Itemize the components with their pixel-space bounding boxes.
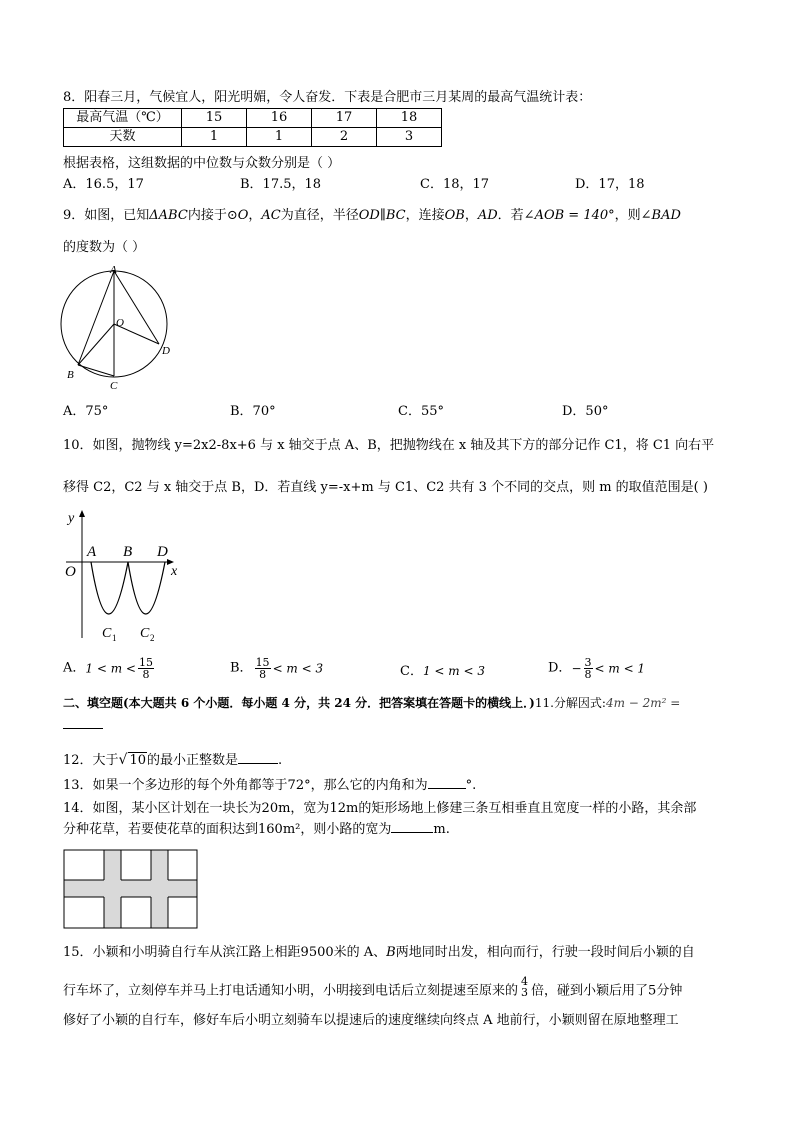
- table-header-days: 天数: [64, 128, 182, 147]
- q9-circle: ⊙O: [226, 208, 249, 223]
- fraction: [520, 976, 529, 998]
- table-row: [64, 128, 442, 147]
- q8-option-c: C．18，17: [420, 177, 490, 192]
- q12-suffix: 的最小正整数是: [147, 753, 239, 768]
- table-cell: 3: [377, 128, 442, 147]
- q9-stem-line1: [63, 208, 681, 224]
- q15-text: 米的 A、: [333, 945, 387, 960]
- q14-answer-blank[interactable]: [391, 832, 433, 833]
- table-row: [64, 109, 442, 128]
- curve-c2: [128, 562, 165, 614]
- vertical-path-1: [104, 850, 121, 928]
- denominator: 8: [142, 668, 150, 681]
- q13-angle: 72°: [287, 778, 311, 793]
- q11-prefix: 11.分解因式:: [534, 696, 606, 710]
- q10-option-d: [548, 657, 645, 680]
- label-c1-sub: 1: [112, 633, 117, 643]
- fraction: [584, 657, 593, 680]
- q8-stem: 8．阳春三月，气候宜人，阳光明媚，令人奋发．下表是合肥市三月某周的最高气温统计表：: [63, 90, 592, 105]
- q15-text: 15．小颖和小明骑自行车从滨江路上相距: [63, 945, 301, 960]
- q15-line3: 修好了小颖的自行车，修好车后小明立刻骑车以提速后的速度继续向终点 A 地前行，小颖则留在原地整理工: [63, 1013, 679, 1028]
- q15-line2: [63, 975, 683, 1002]
- rectangle-field-figure: [63, 849, 199, 931]
- label-c1: C: [102, 626, 112, 641]
- q9-text: 为直径，半径: [280, 208, 359, 223]
- q9-angle-bad: ∠BAD: [640, 208, 681, 223]
- label-b: B: [67, 369, 74, 381]
- q10-option-b: [230, 657, 323, 680]
- q13-prefix: 13．如果一个多边形的每个外角都等于: [63, 778, 288, 793]
- parabola-graph: [60, 508, 185, 648]
- fraction: [138, 657, 154, 680]
- q14-text: m.: [433, 822, 450, 837]
- numerator: 15: [255, 656, 270, 669]
- denominator: 8: [584, 668, 592, 681]
- q9-text: 9．如图，已知: [63, 208, 150, 223]
- table-cell: 17: [312, 109, 377, 128]
- numerator: 4: [521, 975, 529, 988]
- q9-text: ．若: [497, 208, 524, 223]
- temperature-table: [63, 108, 442, 147]
- q9-text: ，连接: [405, 208, 445, 223]
- option-letter: B．: [230, 660, 253, 676]
- vertical-path-2: [151, 850, 168, 928]
- q15-text: 行车坏了，立刻停车并马上打电话通知小明，小明接到电话后立刻提速至原来的: [63, 983, 519, 999]
- opt-d-right: < m < 1: [594, 661, 646, 676]
- label-y: y: [68, 511, 75, 526]
- numerator: 3: [584, 656, 592, 669]
- q13-mid: ，那么它的内角和为: [310, 778, 428, 793]
- q9-triangle: ΔABC: [149, 208, 188, 223]
- q8-option-a: A．16.5，17: [63, 177, 144, 192]
- fraction: [255, 657, 271, 680]
- q15-b: B: [386, 945, 396, 960]
- q15-distance: 9500: [300, 945, 334, 960]
- radicand: 10: [129, 753, 147, 768]
- line-ob: [78, 324, 114, 365]
- label-d: D: [157, 544, 168, 560]
- q14-text: ，宽为: [290, 801, 330, 816]
- q9-text: ，: [248, 208, 262, 223]
- label-a: A: [110, 264, 117, 276]
- label-c2: C: [140, 626, 150, 641]
- curve-c1: [91, 562, 128, 614]
- circle-figure: [58, 262, 183, 392]
- denominator: 8: [259, 668, 267, 681]
- q9-ad: AD: [477, 208, 498, 223]
- sqrt-sign: √: [118, 752, 128, 768]
- option-letter: D．: [548, 660, 572, 676]
- q9-ac: AC: [261, 208, 281, 223]
- q13-answer-blank[interactable]: [428, 788, 466, 789]
- opt-b-right: < m < 3: [272, 661, 324, 676]
- q14-line1: [63, 801, 696, 817]
- q12: [63, 752, 282, 769]
- q9-text: ，则: [614, 208, 641, 223]
- label-c: C: [110, 380, 118, 392]
- q14-text: 14．如图，某小区计划在一块长为: [63, 801, 262, 816]
- table-cell: 15: [182, 109, 247, 128]
- q8-option-b: B．17.5，18: [240, 177, 322, 192]
- q15-line1: [63, 945, 695, 961]
- q9-stem-line2: 的度数为（ ）: [63, 240, 146, 255]
- q9-option-a: A．75°: [63, 404, 109, 419]
- q10-stem-line1: 10．如图，抛物线 y=2x2-8x+6 与 x 轴交于点 A、B，把抛物线在 x 轴及其下方的部分记作 C1，将 C1 向右平: [63, 438, 715, 453]
- label-o: O: [116, 317, 124, 329]
- q9-angle-aob: ∠AOB = 140°: [523, 208, 615, 223]
- q12-answer-blank[interactable]: [238, 763, 278, 764]
- section2-line: [63, 696, 680, 712]
- section-heading: 二、填空题(本大题共 6 个小题．每小题 4 分，共 24 分．把答案填在答题卡的横线上．): [63, 696, 535, 710]
- table-cell: 1: [247, 128, 312, 147]
- q13: [63, 778, 476, 794]
- label-c2-sub: 2: [150, 633, 155, 643]
- q11-answer-blank[interactable]: [63, 727, 103, 729]
- q9-option-b: B．70°: [230, 404, 276, 419]
- q14-length: 20m: [261, 801, 291, 816]
- q14-line2: [63, 822, 450, 838]
- q15-minutes: 5: [648, 983, 657, 999]
- option-letter: A．: [63, 660, 86, 676]
- q12-prefix: 12．大于: [63, 753, 119, 768]
- q12-end: .: [278, 753, 283, 768]
- q8-option-d: D．17，18: [575, 177, 645, 192]
- q9-parallel: OD∥BC: [358, 208, 406, 223]
- table-cell: 18: [377, 109, 442, 128]
- q9-text: ，: [464, 208, 478, 223]
- label-a: A: [87, 544, 97, 560]
- label-origin: O: [65, 564, 76, 580]
- opt-d-minus: −: [571, 661, 582, 676]
- q10-option-a: [63, 657, 156, 680]
- q15-text: 分钟: [656, 983, 683, 999]
- q14-area: 160m²: [258, 822, 301, 837]
- opt-c-text: 1 < m < 3: [422, 664, 485, 678]
- table-cell: 16: [247, 109, 312, 128]
- q14-width: 12m: [329, 801, 359, 816]
- horizontal-path: [64, 880, 197, 897]
- q9-ob: OB: [444, 208, 465, 223]
- y-arrow: [79, 510, 85, 517]
- q15-text: 倍，碰到小颖后用了: [531, 983, 649, 999]
- label-x: x: [171, 564, 178, 579]
- q9-text: 内接于: [187, 208, 227, 223]
- q13-end: °.: [465, 778, 477, 793]
- table-header-temp: 最高气温（℃）: [64, 109, 182, 128]
- denominator: 3: [521, 986, 529, 999]
- q15-text: 两地同时出发，相向而行，行驶一段时间后小颖的自: [395, 945, 695, 960]
- label-d: D: [162, 345, 170, 357]
- q14-text: ，则小路的宽为: [300, 822, 392, 837]
- table-cell: 1: [182, 128, 247, 147]
- q10-option-c: [400, 664, 485, 680]
- q11-expression: 4m − 2m² =: [605, 696, 681, 710]
- opt-a-left: 1 < m <: [85, 661, 136, 676]
- line-ab: [78, 271, 114, 365]
- q14-text: 的矩形场地上修建三条互相垂直且宽度一样的小路，其余部: [358, 801, 697, 816]
- option-letter: C．: [400, 664, 423, 679]
- q14-text: 分种花草，若要使花草的面积达到: [63, 822, 259, 837]
- table-cell: 2: [312, 128, 377, 147]
- q10-stem-line2: 移得 C2，C2 与 x 轴交于点 B，D．若直线 y=-x+m 与 C1、C2 共有 3 个不同的交点，则 m 的取值范围是( ): [63, 480, 708, 495]
- line-ad: [114, 271, 159, 344]
- q9-option-c: C．55°: [398, 404, 444, 419]
- q9-option-d: D．50°: [562, 404, 609, 419]
- label-b: B: [123, 544, 133, 560]
- q8-question: 根据表格，这组数据的中位数与众数分别是（ ）: [63, 156, 341, 171]
- numerator: 15: [138, 656, 153, 669]
